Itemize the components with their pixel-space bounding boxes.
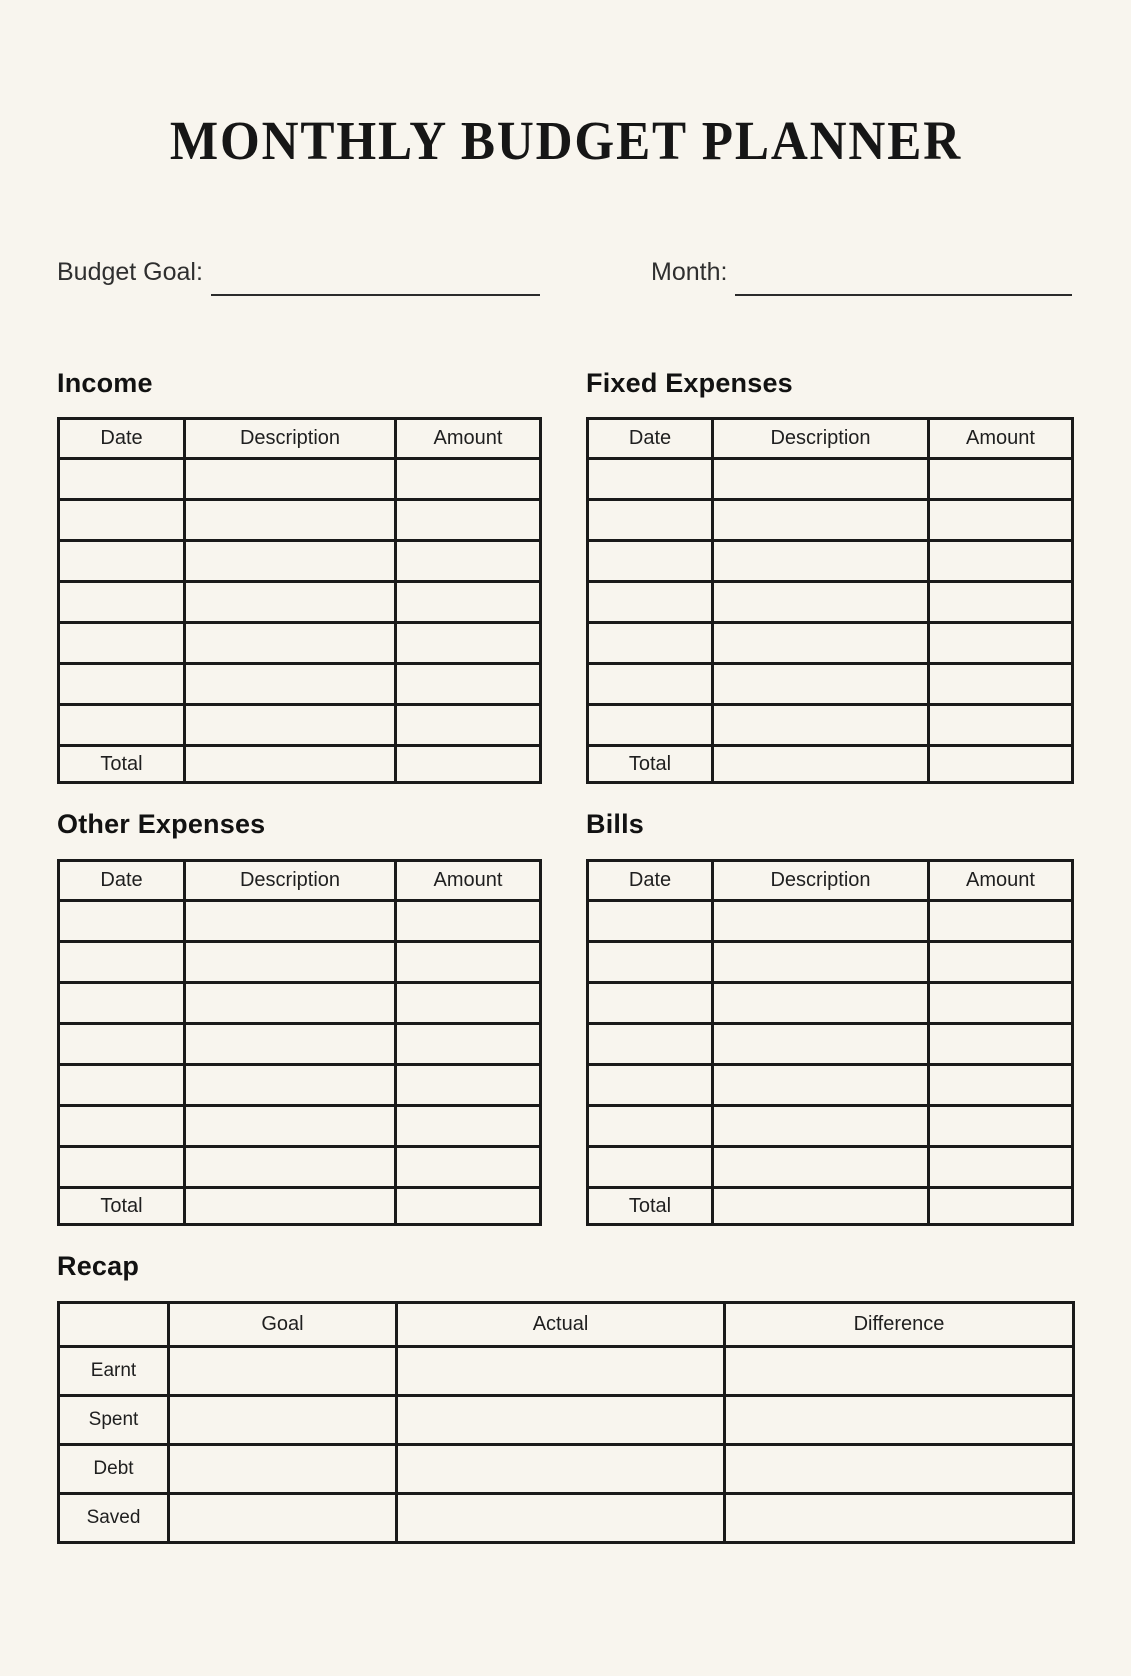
amount-cell: [396, 582, 541, 623]
page-title: MONTHLY BUDGET PLANNER: [169, 109, 962, 171]
recap-row-saved: [59, 1493, 1074, 1542]
month-blank-line: [735, 294, 1072, 296]
empty-row: [588, 1024, 1073, 1065]
recap-heading: Recap: [57, 1251, 140, 1282]
income-table: [57, 417, 542, 784]
recap-corner-cell: [59, 1302, 169, 1346]
date-cell: [588, 664, 713, 705]
empty-row: [59, 623, 541, 664]
description-column-header: Description: [713, 861, 929, 901]
empty-row: [588, 582, 1073, 623]
description-cell: [185, 623, 396, 664]
header-row: [588, 419, 1073, 459]
recap-section: [57, 1252, 1074, 1544]
date-cell: [588, 541, 713, 582]
description-column-header: Description: [713, 419, 929, 459]
recap-row-debt: [59, 1444, 1074, 1493]
recap-row-spent: [59, 1395, 1074, 1444]
date-cell: [59, 500, 185, 541]
amount-cell: [396, 1106, 541, 1147]
goal-cell: [169, 1395, 397, 1444]
date-cell: [588, 1106, 713, 1147]
amount-cell: [929, 1065, 1073, 1106]
amount-cell: [929, 664, 1073, 705]
income-heading: Income: [57, 367, 153, 398]
date-cell: [588, 705, 713, 746]
ledger-grid: [57, 369, 1074, 1226]
fixed-expenses-table: [586, 417, 1074, 784]
amount-cell: [929, 901, 1073, 942]
total-label-cell: Total: [59, 1188, 185, 1225]
description-cell: [713, 942, 929, 983]
date-cell: [59, 623, 185, 664]
difference-cell: [725, 1493, 1074, 1542]
description-cell: [185, 1065, 396, 1106]
amount-cell: [929, 500, 1073, 541]
date-cell: [588, 500, 713, 541]
month-field: [651, 257, 1072, 287]
total-label-cell: Total: [588, 746, 713, 783]
date-cell: [59, 664, 185, 705]
fixed-expenses-heading: Fixed Expenses: [586, 367, 793, 398]
empty-row: [59, 705, 541, 746]
other-expenses-heading: Other Expenses: [57, 809, 266, 840]
description-cell: [185, 582, 396, 623]
empty-row: [59, 1106, 541, 1147]
description-cell: [185, 705, 396, 746]
date-cell: [588, 983, 713, 1024]
recap-row-label: Saved: [59, 1493, 169, 1542]
date-cell: [588, 1024, 713, 1065]
description-cell: [185, 983, 396, 1024]
empty-row: [59, 500, 541, 541]
other-expenses-table: [57, 859, 542, 1226]
date-cell: [59, 705, 185, 746]
title-area: [57, 76, 1074, 205]
description-column-header: Description: [185, 861, 396, 901]
total-row: [59, 1188, 541, 1225]
date-cell: [588, 1065, 713, 1106]
description-cell: [713, 705, 929, 746]
empty-row: [588, 1106, 1073, 1147]
date-cell: [588, 942, 713, 983]
date-cell: [588, 901, 713, 942]
total-amount-cell: [396, 1188, 541, 1225]
actual-cell: [397, 1444, 725, 1493]
amount-cell: [929, 459, 1073, 500]
empty-row: [59, 1024, 541, 1065]
date-cell: [59, 1106, 185, 1147]
description-column-header: Description: [185, 419, 396, 459]
date-cell: [59, 541, 185, 582]
description-cell: [713, 1024, 929, 1065]
actual-cell: [397, 1395, 725, 1444]
empty-row: [588, 705, 1073, 746]
empty-row: [588, 1147, 1073, 1188]
amount-cell: [929, 623, 1073, 664]
empty-row: [59, 1147, 541, 1188]
header-row: [588, 861, 1073, 901]
header-fields: [57, 257, 1074, 287]
empty-row: [588, 541, 1073, 582]
date-cell: [588, 623, 713, 664]
total-label-cell: Total: [588, 1188, 713, 1225]
goal-cell: [169, 1346, 397, 1395]
total-description-cell: [713, 1188, 929, 1225]
description-cell: [713, 983, 929, 1024]
description-cell: [185, 1147, 396, 1188]
goal-cell: [169, 1444, 397, 1493]
amount-cell: [396, 1065, 541, 1106]
date-cell: [59, 1147, 185, 1188]
empty-row: [59, 541, 541, 582]
empty-row: [588, 623, 1073, 664]
header-row: [59, 419, 541, 459]
amount-column-header: Amount: [929, 861, 1073, 901]
date-cell: [59, 1024, 185, 1065]
budget-goal-label: Budget Goal:: [57, 257, 203, 286]
date-column-header: Date: [59, 419, 185, 459]
date-cell: [59, 459, 185, 500]
total-description-cell: [185, 1188, 396, 1225]
recap-row-label: Spent: [59, 1395, 169, 1444]
amount-cell: [396, 459, 541, 500]
bills-table: [586, 859, 1074, 1226]
amount-column-header: Amount: [396, 861, 541, 901]
description-cell: [185, 1106, 396, 1147]
amount-cell: [929, 1024, 1073, 1065]
empty-row: [588, 1065, 1073, 1106]
empty-row: [59, 901, 541, 942]
description-cell: [185, 901, 396, 942]
description-cell: [185, 500, 396, 541]
amount-cell: [929, 1147, 1073, 1188]
total-row: [588, 746, 1073, 783]
amount-cell: [396, 623, 541, 664]
description-cell: [185, 541, 396, 582]
empty-row: [59, 459, 541, 500]
goal-cell: [169, 1493, 397, 1542]
amount-cell: [929, 582, 1073, 623]
total-row: [59, 746, 541, 783]
total-description-cell: [713, 746, 929, 783]
budget-goal-field: [57, 257, 540, 287]
amount-column-header: Amount: [396, 419, 541, 459]
empty-row: [588, 664, 1073, 705]
empty-row: [588, 459, 1073, 500]
description-cell: [713, 623, 929, 664]
description-cell: [713, 500, 929, 541]
description-cell: [713, 901, 929, 942]
date-cell: [588, 1147, 713, 1188]
amount-cell: [396, 705, 541, 746]
date-cell: [588, 582, 713, 623]
recap-row-label: Debt: [59, 1444, 169, 1493]
empty-row: [588, 500, 1073, 541]
amount-cell: [929, 942, 1073, 983]
date-column-header: Date: [588, 861, 713, 901]
description-cell: [713, 1065, 929, 1106]
description-cell: [713, 664, 929, 705]
date-cell: [588, 459, 713, 500]
date-cell: [59, 983, 185, 1024]
date-cell: [59, 942, 185, 983]
empty-row: [59, 983, 541, 1024]
header-row: [59, 861, 541, 901]
empty-row: [59, 664, 541, 705]
empty-row: [59, 942, 541, 983]
other-expenses-section: [57, 810, 539, 1226]
month-label: Month:: [651, 257, 728, 286]
description-cell: [713, 1106, 929, 1147]
amount-cell: [929, 1106, 1073, 1147]
date-cell: [59, 582, 185, 623]
amount-cell: [396, 1024, 541, 1065]
recap-header-row: [59, 1302, 1074, 1346]
bills-section: [586, 810, 1071, 1226]
date-column-header: Date: [588, 419, 713, 459]
budget-goal-blank-line: [211, 294, 540, 296]
difference-cell: [725, 1346, 1074, 1395]
difference-cell: [725, 1444, 1074, 1493]
amount-cell: [396, 500, 541, 541]
description-cell: [185, 1024, 396, 1065]
amount-cell: [396, 983, 541, 1024]
recap-actual-column-header: Actual: [397, 1302, 725, 1346]
description-cell: [713, 1147, 929, 1188]
amount-cell: [396, 541, 541, 582]
amount-cell: [396, 942, 541, 983]
fixed-expenses-section: [586, 369, 1071, 785]
total-description-cell: [185, 746, 396, 783]
amount-cell: [396, 901, 541, 942]
amount-cell: [929, 541, 1073, 582]
date-cell: [59, 901, 185, 942]
description-cell: [185, 942, 396, 983]
amount-cell: [929, 983, 1073, 1024]
empty-row: [59, 1065, 541, 1106]
recap-table: [57, 1301, 1075, 1544]
amount-cell: [396, 1147, 541, 1188]
bills-heading: Bills: [586, 809, 645, 840]
empty-row: [588, 901, 1073, 942]
description-cell: [713, 459, 929, 500]
actual-cell: [397, 1493, 725, 1542]
date-column-header: Date: [59, 861, 185, 901]
difference-cell: [725, 1395, 1074, 1444]
amount-cell: [929, 705, 1073, 746]
total-row: [588, 1188, 1073, 1225]
date-cell: [59, 1065, 185, 1106]
recap-goal-column-header: Goal: [169, 1302, 397, 1346]
recap-difference-column-header: Difference: [725, 1302, 1074, 1346]
actual-cell: [397, 1346, 725, 1395]
recap-row-earnt: [59, 1346, 1074, 1395]
empty-row: [59, 582, 541, 623]
description-cell: [713, 582, 929, 623]
description-cell: [185, 459, 396, 500]
total-amount-cell: [929, 1188, 1073, 1225]
description-cell: [185, 664, 396, 705]
income-section: [57, 369, 539, 785]
amount-column-header: Amount: [929, 419, 1073, 459]
total-label-cell: Total: [59, 746, 185, 783]
empty-row: [588, 942, 1073, 983]
total-amount-cell: [929, 746, 1073, 783]
amount-cell: [396, 664, 541, 705]
empty-row: [588, 983, 1073, 1024]
planner-page: [0, 76, 1131, 1544]
total-amount-cell: [396, 746, 541, 783]
recap-row-label: Earnt: [59, 1346, 169, 1395]
description-cell: [713, 541, 929, 582]
